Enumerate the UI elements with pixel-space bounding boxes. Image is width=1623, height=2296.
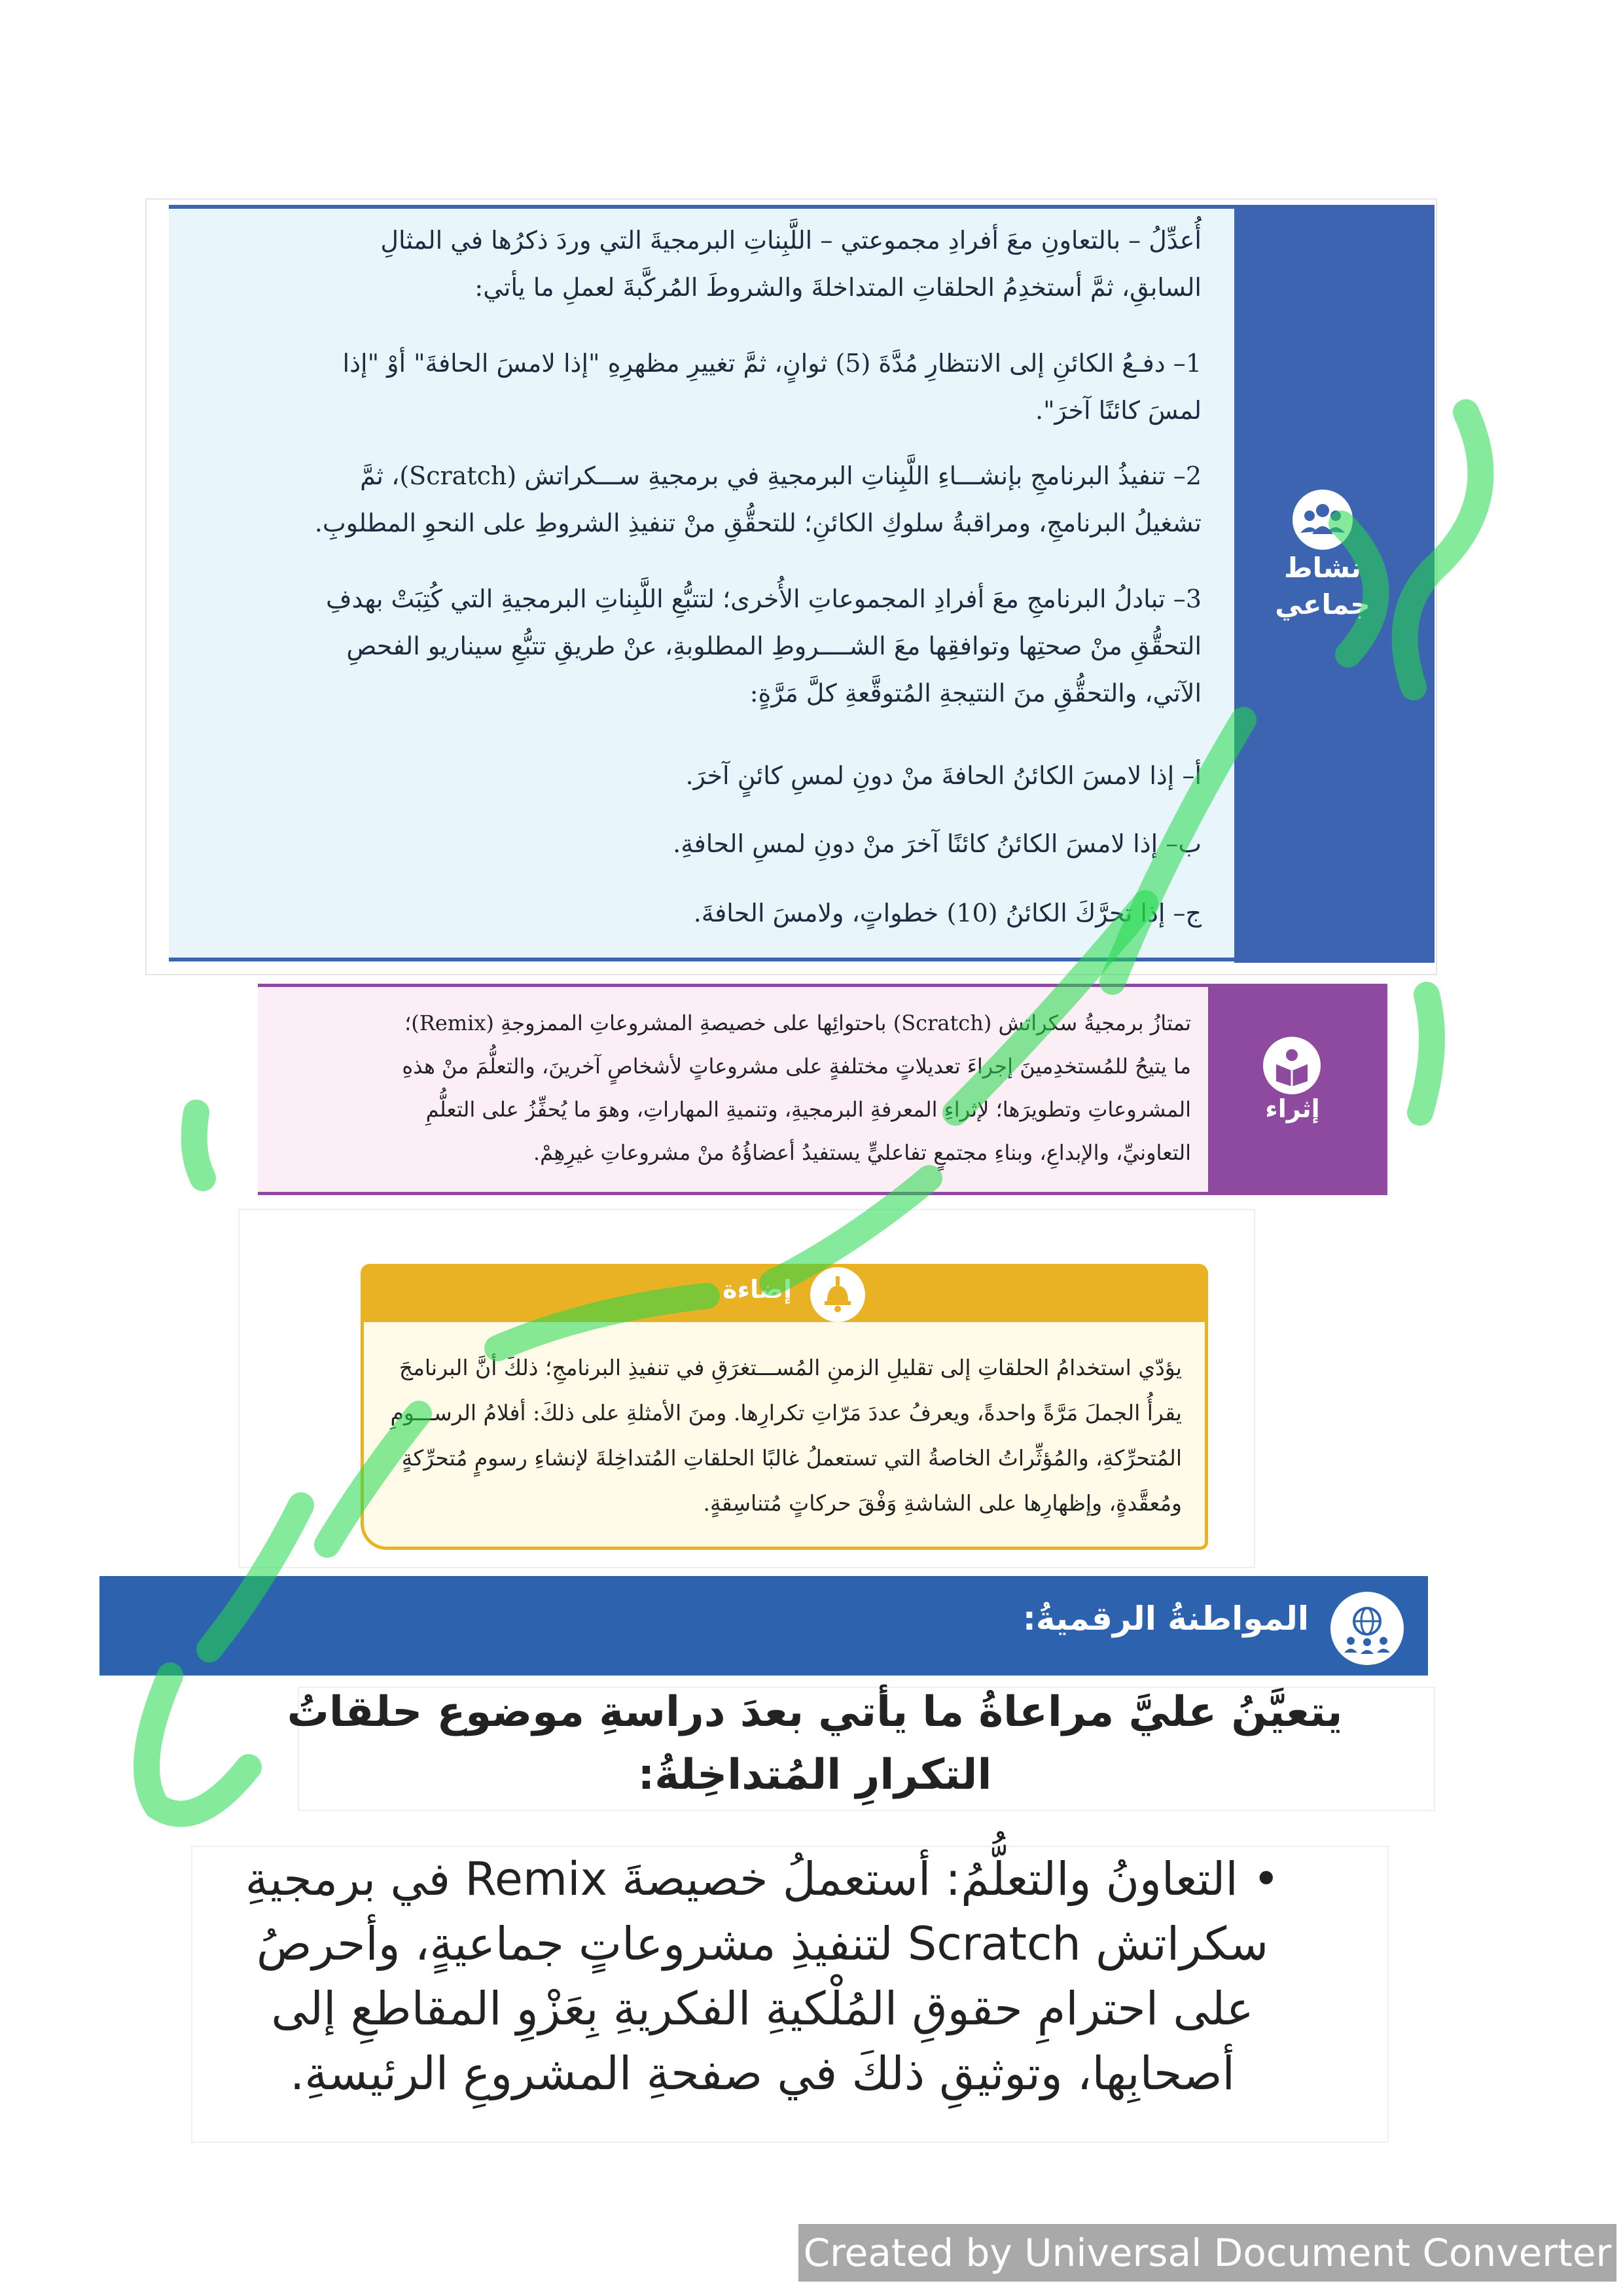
- light-text: يؤدّي استخدامُ الحلقاتِ إلى تقليلِ الزمنِ المُســـتغرَقِ في تنفيذِ البرنامجِ؛ ذلكَ أنَّ البرنامجَ يقرأُ الجملَ مَرَّةً واحدةً، ويعرفُ عددَ مَرّاتِ تكرارِها. ومنَ الأمثلةِ على ذلكَ: أفلامُ الرســـومِ المُتحرِّكةِ، والمُؤثِّراتُ الخاصةُ التي تستعملُ غالبًا الحلقاتِ المُتداخِلةَ لإنشاءِ رسومٍ مُتحرِّكةٍ ومُعقَّدةٍ، وإظهارِها على الشاشةِ وَفْقَ حركاتٍ مُتناسِقةٍ.: [390, 1355, 1182, 1516]
- lamp-icon: [808, 1265, 868, 1325]
- group-activity-label: [1267, 550, 1378, 623]
- activity-label-line1: نشاط: [1284, 552, 1361, 584]
- globe-people-icon: [1329, 1590, 1406, 1667]
- activity-item-1: 1– دفـعُ الكائنِ إلى الانتظارِ مُدَّةَ (5) ثوانٍ، ثمَّ تغييرِ مظهرِهِ "إذا لامسَ الحافةَ" أوْ "إذا لمسَ كائنًا آخرَ".: [342, 349, 1202, 425]
- light-label: إضاءة: [722, 1275, 792, 1304]
- group-people-icon: [1290, 487, 1355, 552]
- activity-sub-a: أ– إذا لامسَ الكائنُ الحافةَ منْ دونِ لمسِ كائنٍ آخرَ.: [685, 761, 1202, 790]
- enrichment-label: إثراء: [1265, 1094, 1320, 1123]
- activity-sub-b: ب– إذا لامسَ الكائنُ كائنًا آخرَ منْ دونِ لمسِ الحافةِ.: [673, 829, 1202, 858]
- converter-footer: Created by Universal Document Converter: [798, 2224, 1616, 2282]
- group-activity-content: [169, 205, 1234, 961]
- activity-intro: أُعدِّلُ – بالتعاونِ معَ أفرادِ مجموعتي – اللَّبِناتِ البرمجيةَ التي وردَ ذكرُها في المثالِ السابقِ، ثمَّ أستخدِمُ الحلقاتِ المتداخلةَ والشروطَ المُركَّبةَ لعملِ ما يأتي:: [380, 226, 1202, 302]
- activity-sub-c: ج– إذا تحرَّكَ الكائنُ (10) خطواتٍ، ولامسَ الحافةَ.: [693, 899, 1202, 927]
- digital-citizenship-bullet: • التعاونُ والتعلُّمُ: أستعملُ خصيصةَ Remix في برمجيةِ سكراتش Scratch لتنفيذِ مشروعاتٍ جماعيةٍ، وأحرصُ على احترامِ حقوقِ المُلْكيةِ الفكريةِ بِعَزْوِ المقاطعِ إلى أصحابِها، وتوثيقِ ذلكَ في صفحةِ المشروعِ الرئيسةِ.: [245, 1852, 1280, 2100]
- digital-citizenship-intro: يتعيَّنُ عليَّ مراعاةُ ما يأتي بعدَ دراسةِ موضوع حلقاتُ التكرارِ المُتداخِلةُ:: [287, 1688, 1343, 1799]
- enrichment-text: تمتازُ برمجيةُ سكراتش (Scratch) باحتوائِها على خصيصةِ المشروعاتِ الممزوجةِ (Remix)؛ ما يتيحُ للمُستخدِمينَ إجراءَ تعديلاتٍ مختلفةٍ على مشروعاتٍ لأشخاصٍ آخرينَ، والتعلُّمَ منْ هذهِ المشروعاتِ وتطويرَها؛ لإثراءِ المعرفةِ البرمجيةِ، وتنميةِ المهاراتِ، وهوَ ما يُحفِّزُ على التعلُّمِ التعاونيِّ، والإبداعِ، وبناءِ مجتمعٍ تفاعليٍّ يستفيدُ أعضاؤُهُ منْ مشروعاتِ غيرِهِمْ.: [402, 1011, 1191, 1165]
- activity-item-2: 2– تنفيذُ البرنامجِ بإنشـــاءِ اللَّبِناتِ البرمجيةِ في برمجيةِ ســـكراتش (Scratch)، ثمَّ تشغيلُ البرنامجِ، ومراقبةُ سلوكِ الكائنِ؛ للتحقُّقِ منْ تنفيذِ الشروطِ على النحوِ المطلوبِ.: [314, 461, 1202, 537]
- digital-citizenship-title: المواطنةُ الرقميةُ:: [1022, 1600, 1309, 1638]
- activity-item-3: 3– تبادلُ البرنامجِ معَ أفرادِ المجموعاتِ الأُخرى؛ لتتبُّعِ اللَّبِناتِ البرمجيةِ التي كُتِبَتْ بهدفِ التحقُّقِ منْ صحتِها وتوافقِها معَ الشــــروطِ المطلوبةِ، عنْ طريقِ تتبُّعِ سيناريو الفحصِ الآتي، والتحقُّقِ منَ النتيجةِ المُتوقَّعةِ كلَّ مَرَّةٍ:: [326, 584, 1202, 708]
- activity-label-line2: جماعي: [1275, 588, 1370, 620]
- book-person-icon: [1260, 1034, 1323, 1097]
